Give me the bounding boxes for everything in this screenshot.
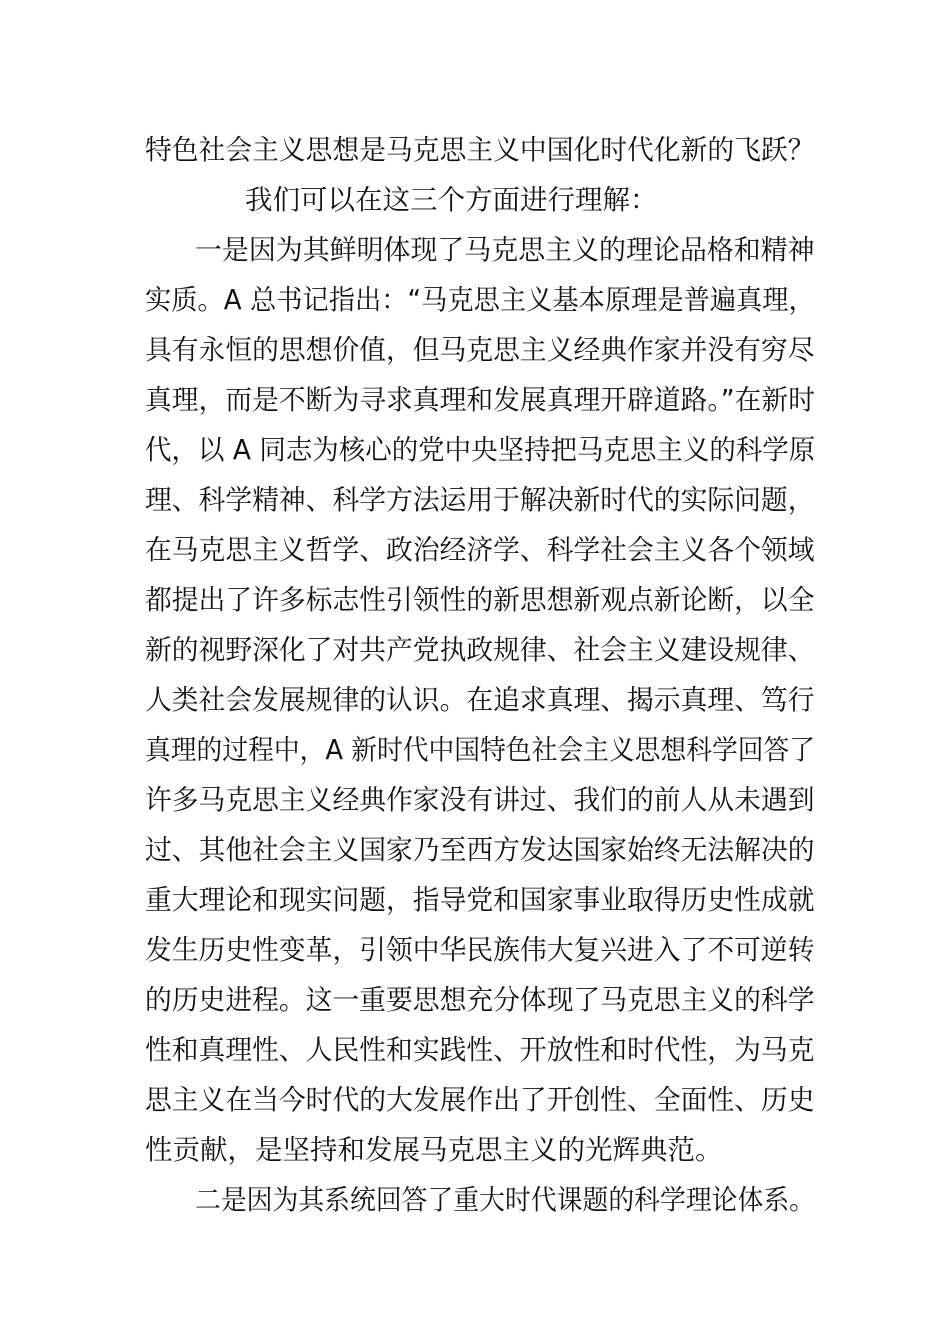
text-line: 我们可以在这三个方面进行理解： (245, 184, 658, 216)
text-line: 思主义在当今时代的大发展作出了开创性、全面性、历史 (145, 1084, 815, 1116)
text-line: 在马克思主义哲学、政治经济学、科学社会主义各个领域 (145, 534, 815, 566)
text-line: 性和真理性、人民性和实践性、开放性和时代性，为马克 (145, 1034, 815, 1066)
text-line: 发生历史性变革，引领中华民族伟大复兴进入了不可逆转 (145, 934, 815, 966)
text-line: 许多马克思主义经典作家没有讲过、我们的前人从未遇到 (145, 784, 815, 816)
text-line: 真理，而是不断为寻求真理和发展真理开辟道路。”在新时 (145, 384, 815, 416)
text-line: 理、科学精神、科学方法运用于解决新时代的实际问题， (145, 484, 815, 516)
text-line: 具有永恒的思想价值，但马克思主义经典作家并没有穷尽 (145, 334, 815, 366)
text-line: 新的视野深化了对共产党执政规律、社会主义建设规律、 (145, 634, 815, 666)
text-line: 过、其他社会主义国家乃至西方发达国家始终无法解决的 (145, 834, 815, 866)
text-line: 真理的过程中，A 新时代中国特色社会主义思想科学回答了 (145, 734, 816, 766)
text-line: 的历史进程。这一重要思想充分体现了马克思主义的科学 (145, 984, 815, 1016)
text-line: 代，以 A 同志为核心的党中央坚持把马克思主义的科学原 (145, 434, 816, 466)
text-line: 特色社会主义思想是马克思主义中国化时代化新的飞跃？ (145, 134, 815, 166)
paragraph-start-line: 二是因为其系统回答了重大时代课题的科学理论体系。 (195, 1184, 816, 1216)
text-line: 实质。A 总书记指出：“马克思主义基本原理是普遍真理， (145, 284, 815, 316)
text-line: 人类社会发展规律的认识。在追求真理、揭示真理、笃行 (145, 684, 815, 716)
text-line: 重大理论和现实问题，指导党和国家事业取得历史性成就 (145, 884, 815, 916)
text-line: 都提出了许多标志性引领性的新思想新观点新论断，以全 (145, 584, 815, 616)
paragraph-start-line: 一是因为其鲜明体现了马克思主义的理论品格和精神 (195, 234, 815, 266)
text-line: 性贡献，是坚持和发展马克思主义的光辉典范。 (145, 1134, 723, 1166)
